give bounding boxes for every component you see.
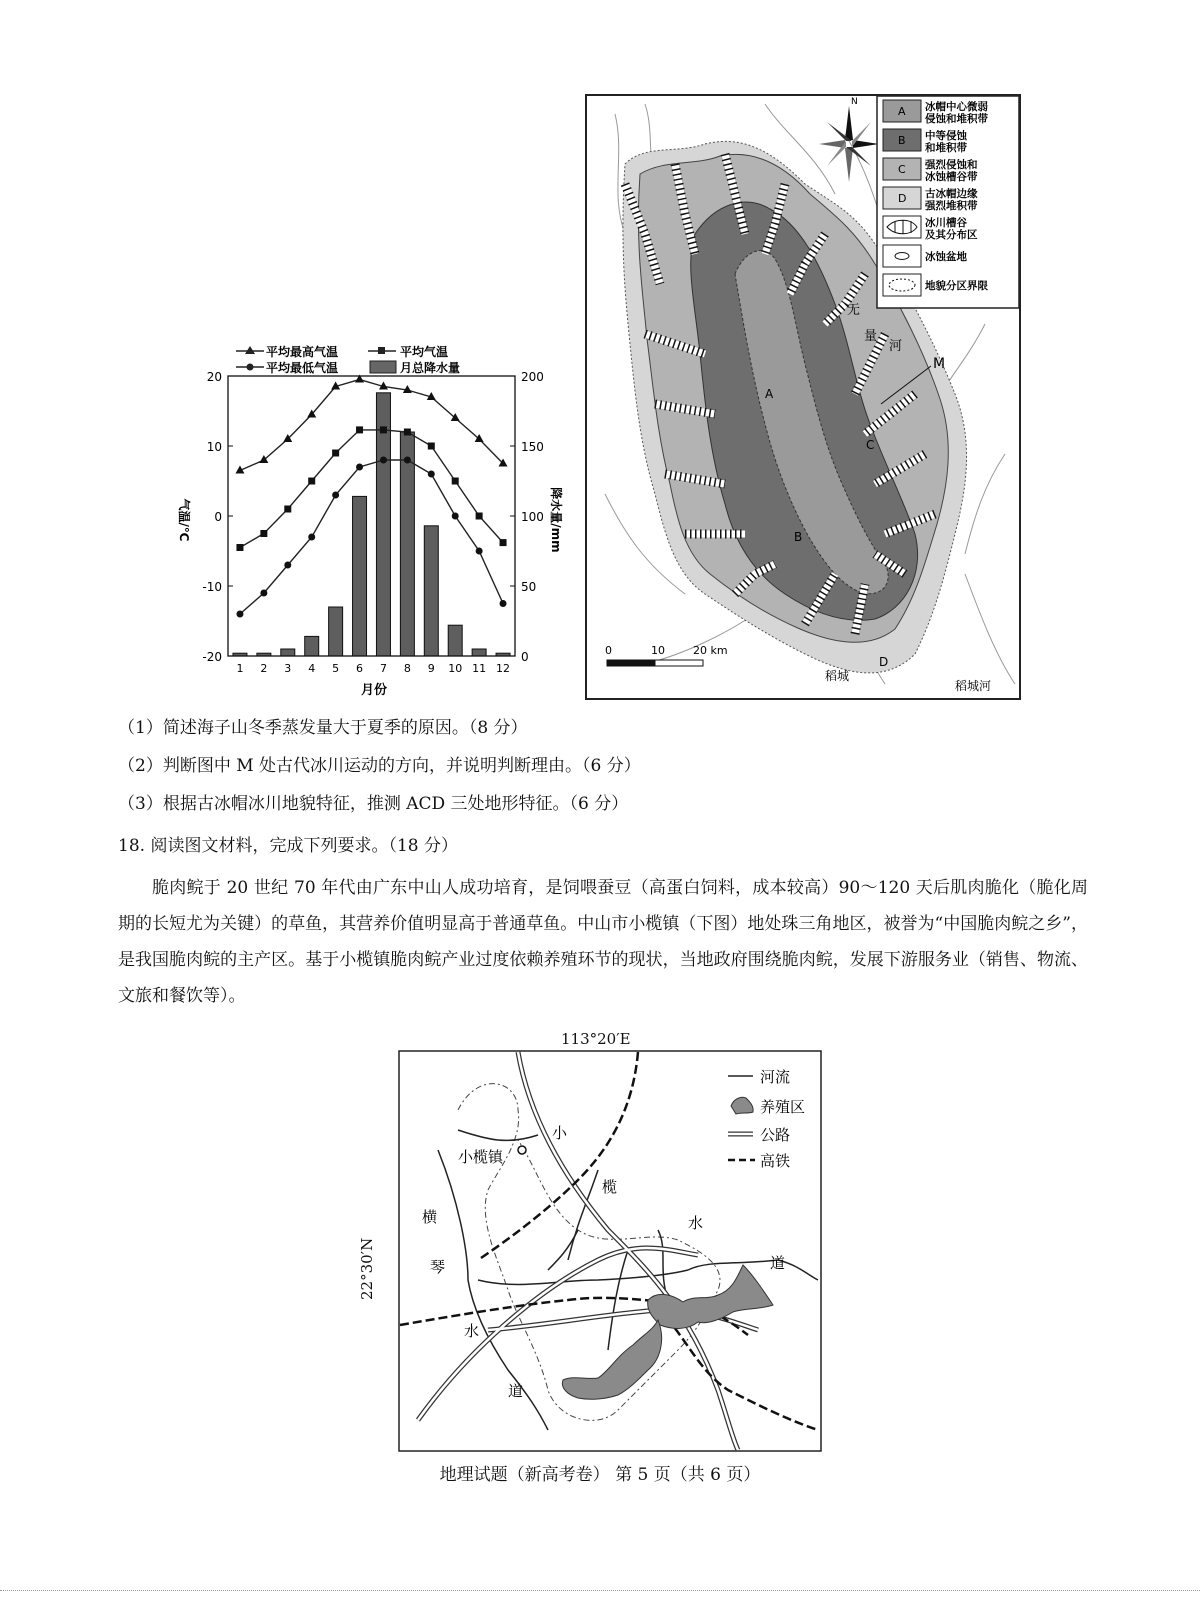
question-18-heading: 18. 阅读图文材料，完成下列要求。（18 分） <box>118 836 458 856</box>
legend-text: 冰川槽谷 <box>925 217 967 229</box>
x-tick: 4 <box>308 662 316 675</box>
glacier-legend <box>877 96 1019 308</box>
min-temp-point <box>356 464 363 471</box>
label-d: D <box>879 655 889 669</box>
plot-frame <box>228 376 515 656</box>
legend-text: 侵蚀和堆积带 <box>925 113 988 125</box>
y-left-tick: 10 <box>206 440 222 454</box>
avg-temp-point <box>380 426 387 433</box>
min-temp-point <box>428 471 435 478</box>
y-right-tick: 0 <box>521 650 529 664</box>
y-left-tick: 0 <box>214 510 222 524</box>
legend-avg-temp: 平均气温 <box>400 345 449 359</box>
legend-precip: 月总降水量 <box>400 361 461 375</box>
x-tick: 10 <box>448 662 463 675</box>
y-left-label: 气温/℃ <box>177 498 191 542</box>
min-temp-point <box>452 513 459 520</box>
legend-min-temp: 平均最低气温 <box>266 361 339 375</box>
x-tick: 9 <box>427 662 435 675</box>
xiaolan-waterway-char: 道 <box>770 1254 786 1272</box>
min-temp-point <box>260 590 267 597</box>
precip-bar <box>400 432 414 656</box>
hengqin-waterway-char: 道 <box>508 1382 524 1400</box>
precip-bar <box>424 526 438 656</box>
precip-bar <box>281 649 295 656</box>
legend-text: 中等侵蚀 <box>925 130 967 142</box>
legend-text: 强烈侵蚀和 <box>925 159 978 171</box>
y-left-tick: 20 <box>206 370 222 384</box>
min-temp-point <box>404 457 411 464</box>
x-tick: 5 <box>332 662 340 675</box>
avg-temp-point <box>404 429 411 436</box>
svg-text:河流: 河流 <box>760 1068 791 1086</box>
label-a: A <box>765 387 774 401</box>
legend-text: 古冰帽边缘 <box>925 188 978 200</box>
legend-text: 和堆积带 <box>925 142 967 154</box>
y-right-label: 降水量/mm <box>549 487 563 553</box>
legend-key: D <box>898 192 907 205</box>
svg-text:高铁: 高铁 <box>760 1152 791 1170</box>
precip-bar <box>329 607 343 656</box>
temp-line <box>240 380 503 471</box>
svg-text:0: 0 <box>605 644 612 657</box>
avg-temp-point <box>356 426 363 433</box>
min-temp-point <box>332 492 339 499</box>
x-tick: 8 <box>403 662 411 675</box>
avg-temp-point <box>284 506 291 513</box>
page-bottom-dotted-line <box>0 1590 1200 1591</box>
avg-temp-point <box>308 478 315 485</box>
svg-text:养殖区: 养殖区 <box>760 1098 806 1116</box>
avg-temp-point <box>260 530 267 537</box>
max-temp-point <box>451 413 460 421</box>
min-temp-point <box>476 548 483 555</box>
svg-text:20 km: 20 km <box>693 644 728 657</box>
river-he: 河 <box>889 339 903 354</box>
river-wu: 无 <box>847 303 861 318</box>
legend-text: 冰蚀槽谷带 <box>925 171 978 183</box>
legend-key: B <box>898 134 906 147</box>
x-tick: 3 <box>284 662 292 675</box>
x-label: 月份 <box>360 683 388 698</box>
xiaolan-waterway-char: 水 <box>688 1214 704 1232</box>
question-1: （1）简述海子山冬季蒸发量大于夏季的原因。（8 分） <box>118 718 528 738</box>
x-tick: 1 <box>236 662 244 675</box>
x-tick: 6 <box>356 662 364 675</box>
avg-temp-point <box>236 544 243 551</box>
max-temp-point <box>259 455 268 463</box>
max-temp-point <box>475 434 484 442</box>
avg-temp-point <box>332 450 339 457</box>
legend-text: 地貌分区界限 <box>925 280 988 292</box>
svg-text:10: 10 <box>651 644 665 657</box>
precip-bar <box>353 496 367 656</box>
avg-temp-point <box>500 539 507 546</box>
river-daocheng: 稻城河 <box>955 679 992 693</box>
y-right-tick: 200 <box>521 370 544 384</box>
x-tick: 11 <box>472 662 487 675</box>
hengqin-waterway-char: 水 <box>464 1322 480 1340</box>
y-right-tick: 100 <box>521 510 544 524</box>
precip-bar <box>305 636 319 656</box>
question-2: （2）判断图中 M 处古代冰川运动的方向，并说明判断理由。（6 分） <box>118 756 641 776</box>
min-temp-point <box>500 600 507 607</box>
y-left-tick: -20 <box>202 650 222 664</box>
town-label: 小榄镇 <box>458 1148 504 1166</box>
town-map-longitude: 113°20′E <box>561 1030 631 1048</box>
y-left-tick: -10 <box>202 580 222 594</box>
label-c: C <box>866 438 875 452</box>
legend-text: 强烈堆积带 <box>925 200 978 212</box>
town-map <box>398 1050 822 1452</box>
question-18-material: 脆肉鲩于 20 世纪 70 年代由广东中山人成功培育，是饲喂蚕豆（高蛋白饲料，成本较高）90～120 天后肌肉脆化（脆化周期的长短尤为关键）的草鱼，其营养价值明显高于普通草鱼。中山市小榄镇（下图）地处珠三角地区，被誉为“中国脆肉鲩之乡”，是我国脆肉鲩的主产区。基于小榄镇脆肉鲩产业过度依赖养殖环节的现状，当地政府围绕脆肉鲩，发展下游服务业（销售、物流、文旅和餐饮等）。 <box>118 878 1088 1006</box>
y-right-tick: 150 <box>521 440 544 454</box>
glacier-map <box>585 94 1021 700</box>
avg-temp-point <box>428 443 435 450</box>
x-tick: 7 <box>379 662 387 675</box>
y-right-tick: 50 <box>521 580 537 594</box>
question-3: （3）根据古冰帽冰川地貌特征，推测 ACD 三处地形特征。（6 分） <box>118 794 629 814</box>
town-daocheng: 稻城 <box>825 669 850 683</box>
hengqin-waterway-char: 琴 <box>430 1258 446 1276</box>
legend-key: C <box>898 163 906 176</box>
climate-chart <box>160 330 580 710</box>
xiaolan-waterway-char: 榄 <box>602 1178 618 1196</box>
svg-text:公路: 公路 <box>760 1126 791 1144</box>
legend-swatch <box>883 216 921 238</box>
temp-line <box>240 430 503 548</box>
avg-temp-point <box>452 478 459 485</box>
label-m: M <box>933 356 946 372</box>
xiaolan-waterway-char: 小 <box>552 1124 568 1142</box>
legend-text: 冰帽中心微弱 <box>925 101 988 113</box>
page-footer: 地理试题（新高考卷） 第 5 页（共 6 页） <box>439 1465 761 1485</box>
town-map-latitude: 22°30′N <box>358 1237 376 1300</box>
x-tick: 12 <box>496 662 511 675</box>
precip-bar <box>448 625 462 656</box>
legend-key: A <box>898 105 906 118</box>
legend-text: 及其分布区 <box>925 229 978 241</box>
min-temp-point <box>236 611 243 618</box>
temp-line <box>240 460 503 614</box>
precip-bar <box>472 649 486 656</box>
x-tick: 2 <box>260 662 268 675</box>
climate-legend <box>236 344 460 375</box>
river-liang: 量 <box>864 329 878 344</box>
hengqin-waterway-char: 横 <box>422 1208 438 1226</box>
min-temp-point <box>380 457 387 464</box>
legend-text: 冰蚀盆地 <box>925 251 967 263</box>
legend-swatch <box>883 245 921 267</box>
min-temp-point <box>284 562 291 569</box>
avg-temp-point <box>476 513 483 520</box>
label-b: B <box>794 530 803 544</box>
min-temp-point <box>308 534 315 541</box>
svg-text:N: N <box>851 97 858 107</box>
legend-max-temp: 平均最高气温 <box>266 345 339 359</box>
